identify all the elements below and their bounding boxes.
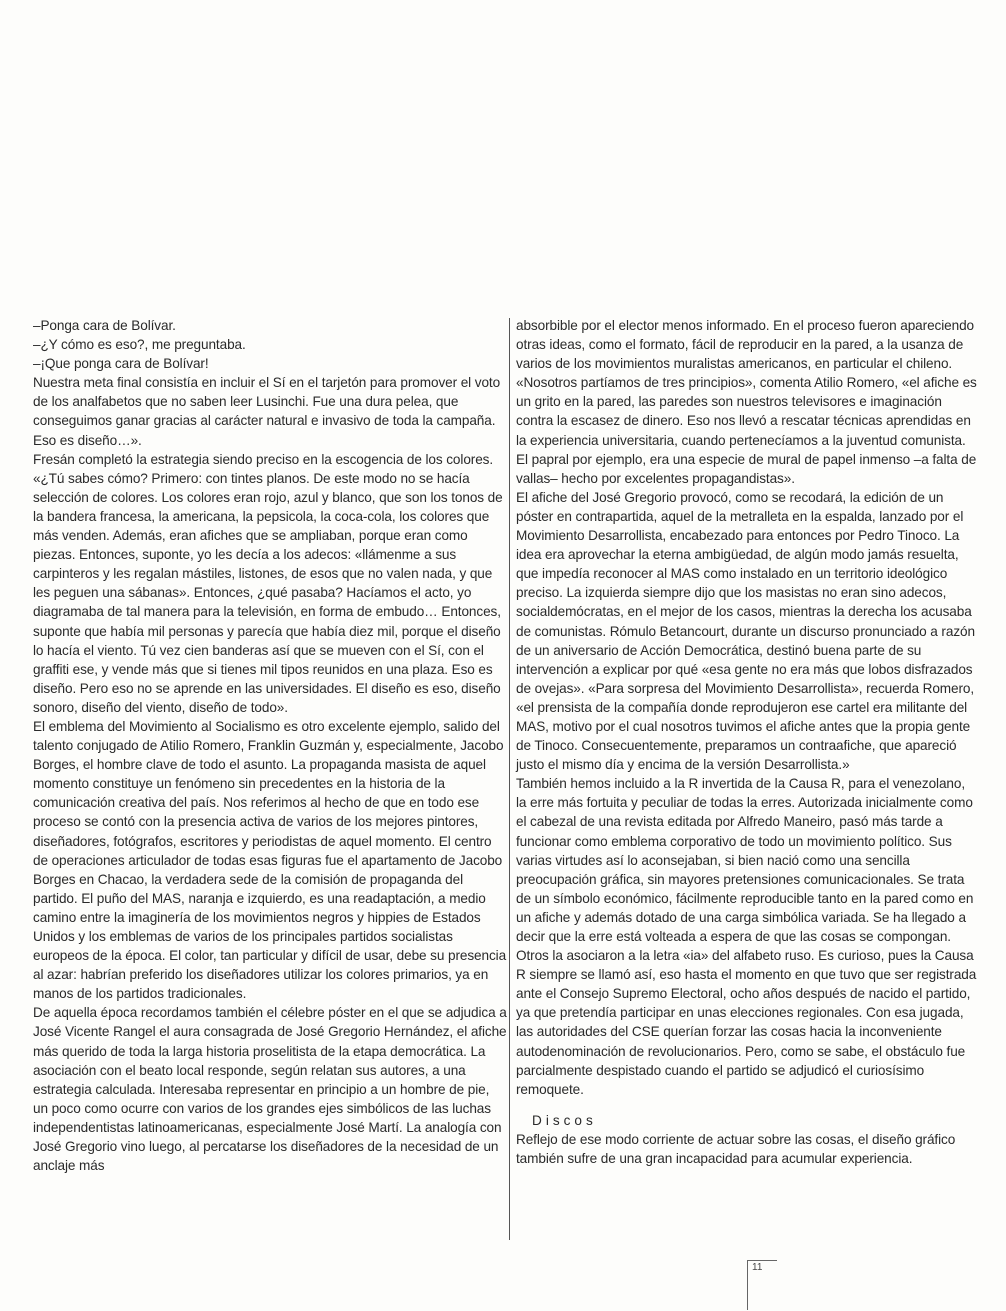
column-divider	[509, 318, 510, 1240]
paragraph: De aquella época recordamos también el célebre póster en el que se adjudica a José Vicente Rangel el aura consagrada de José Gregorio Hernández, el afiche más querido de toda la larga historia proselitista de la etapa democrática. La asociación con el beato local responde, según relatan sus autores, a una estrategia calculada. Interesaba representar en principio a un hombre de pie, un poco como ocurre con varios de los grandes ejes simbólicos de las luchas independentistas latinoamericanas, especialmente José Martí. La analogía con José Gregorio vino luego, al percatarse los diseñadores de la necesidad de un anclaje más	[33, 1005, 507, 1174]
section-paragraph: Reflejo de ese modo corriente de actuar sobre las cosas, el diseño gráfico también sufre de una gran incapacidad para acumular experiencia.	[516, 1131, 956, 1167]
folio-rule-horizontal	[747, 1260, 777, 1261]
paragraph: Fresán completó la estrategia siendo preciso en la escogencia de los colores. «¿Tú sabes cómo? Primero: con tintes planos. De este modo no se hacía selección de colores. Los colores eran rojo, azul y blanco, que son los tonos de la bandera francesa, la americana, la pepsicola, la coca-cola, los colores que más venden. Además, eran afiches que se ampliaban, porque eran como piezas. Entonces, suponte, yo les decía a los adecos: «llámenme a sus carpinteros y les regalan mástiles, listones, de esos que no valen nada, y que les peguen una sábanas». Entonces, ¿qué pasaba? Hacíamos el acto, yo diagramaba de tal manera para la televisión, en forma de embudo… Entonces, suponte que había mil personas y parecía que había diez mil, porque el diseño lo hacía el viento. Tú vez cien banderas así que se mueven con el Sí, con el graffiti ese, y vende más que si tienes mil tipos reunidos en una plaza. Eso es diseño. Pero eso no se aprende en las universidades. El diseño es eso, diseño sonoro, diseño del viento, diseño de todo».	[33, 451, 503, 715]
left-column	[33, 316, 507, 1175]
page-number: 11	[752, 1262, 763, 1273]
paragraph: –Ponga cara de Bolívar.	[33, 318, 176, 333]
paragraph: Nuestra meta final consistía en incluir el Sí en el tarjetón para promover el voto de los analfabetos que no saben leer Lusinchi. Fue una dura pelea, que conseguimos ganar gracias al carácter natural e invasivo de toda la campaña. Eso es diseño…».	[33, 375, 501, 448]
paragraph: –¿Y cómo es eso?, me preguntaba.	[33, 337, 246, 353]
paragraph: El afiche del José Gregorio provocó, como se recodará, la edición de un póster en contrapartida, aquel de la metralleta en la espalda, lanzado por el Movimiento Desarrollista, encabezado para entonces por Pedro Tinoco. La idea era aprovechar la eterna ambigüedad, de algún modo jamás resuelta, que impedía reconocer al MAS como instalado en un territorio ideológico preciso. La izquierda siempre dijo que los masistas no eran sino adecos, socialdemócratas, en el mejor de los casos, mientras la derecha los acusaba de comunistas. Rómulo Betancourt, durante un discurso pronunciado a razón de un aniversario de Acción Democrática, destinó buena parte de su intervención a explicar por qué «esa gente no era más que lobos disfrazados de ovejas». «Para sorpresa del Movimiento Desarrollista», recuerda Romero, «el prensista de la compañía donde reprodujeron ese cartel era militante del MAS, motivo por el cual nosotros tuvimos el afiche antes que la propia gente de Tinoco. Consecuentemente, preparamos un contraafiche, que apareció justo el mismo día y encima de la versión Desarrollista.»	[516, 489, 975, 773]
right-column	[516, 316, 979, 1168]
folio-rule-vertical	[747, 1260, 748, 1310]
paragraph: –¡Que ponga cara de Bolívar!	[33, 356, 209, 372]
section-heading: Discos	[532, 1112, 597, 1128]
paragraph: El emblema del Movimiento al Socialismo es otro excelente ejemplo, salido del talento conjugado de Atilio Romero, Franklin Guzmán y, especialmente, Jacobo Borges, el hombre clave de todo el asunto. La propaganda masista de aquel momento constituye un fenómeno sin precedentes en la historia de la comunicación creativa del país. Nos referimos al hecho de que en todo ese proceso se contó con la presencia activa de varios de los mejores pintores, diseñadores, fotógrafos, escritores y periodistas de aquel momento. El centro de operaciones articulador de todas esas figuras fue el apartamento de Jacobo Borges en Chacao, la verdadera sede de la comisión de propaganda del partido. El puño del MAS, naranja e izquierdo, es una readaptación, a medio camino entre la imaginería de los movimientos negros y hippies de Estados Unidos y los emblemas de varios de los principales partidos socialistas europeos de la época. El color, tan particular y difícil de usar, debe su presencia al azar: habrían preferido los diseñadores utilizar los colores primarios, ya en manos de los partidos tradicionales.	[33, 718, 507, 1002]
paragraph: absorbible por el elector menos informado. En el proceso fueron apareciendo otras ideas, como el formato, fácil de reproducir en la pared, a la usanza de varios de los movimientos muralistas americanos, en particular el chileno. «Nosotros partíamos de tres principios», comenta Atilio Romero, «el afiche es un grito en la pared, las paredes son nuestros televisores e imaginación contra la escasez de dinero. Eso nos llevó a rescatar técnicas aprendidas en la experiencia universitaria, cuando pertenecíamos a la juventud comunista. El papral por ejemplo, era una especie de mural de papel inmenso –a falta de vallas– hecho por excelentes propagandistas».	[516, 318, 977, 486]
paragraph: También hemos incluido a la R invertida de la Causa R, para el venezolano, la erre más fortuita y peculiar de todas la erres. Autorizada inicialmente como el cabezal de una revista editada por Alfredo Maneiro, pasó más tarde a funcionar como emblema corporativo de todo un movimiento político. Sus varias virtudes así lo aconsejaban, si bien nació como una sencilla preocupación gráfica, sin mayores pretensiones comunicacionales. Se trata de un símbolo económico, fácilmente reproducible tanto en la pared como en un afiche y además dotado de una carga simbólica variada. Se ha llegado a decir que la erre está volteada a espera de que las cosas se compongan. Otros la asociaron a la letra «ia» del alfabeto ruso. Es curioso, pues la Causa R siempre se llamó así, eso hasta el momento en que tuvo que ser registrada ante el Consejo Supremo Electoral, ocho años después de nacido el partido, ya que pretendía participar en unas elecciones regionales. Con esa jugada, las autoridades del CSE querían forzar las cosas hacia la inconveniente autodenominación de revolucionarios. Pero, como se sabe, el obstáculo fue parcialmente despistado cuando el partido se adjudicó el curiosísimo remoquete.	[516, 776, 977, 1097]
